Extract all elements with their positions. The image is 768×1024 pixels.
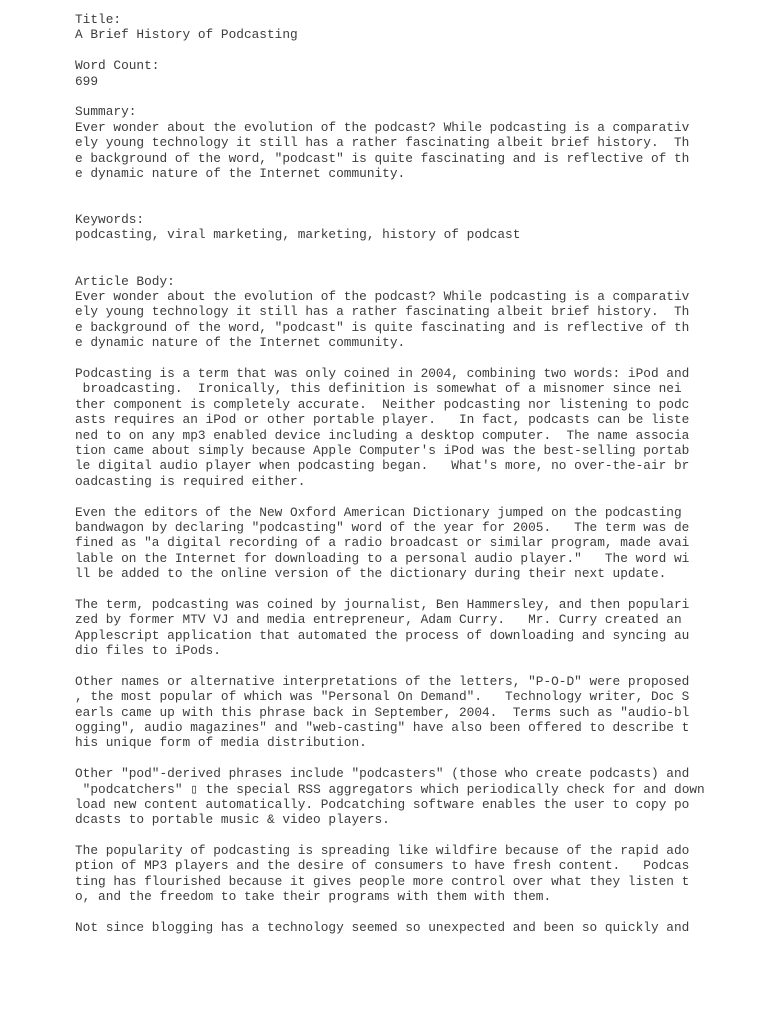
paragraph-line: load new content automatically. Podcatching software enables the user to copy po: [75, 796, 690, 812]
summary-line: e background of the word, "podcast" is quite fascinating and is reflective of th: [75, 150, 690, 166]
spacer: [75, 89, 755, 104]
paragraph: [75, 289, 755, 351]
spacer: [75, 258, 755, 273]
spacer: [75, 243, 755, 258]
paragraph-line: ogging", audio magazines" and "web-casting" have also been offered to describe t: [75, 719, 690, 735]
paragraph: [75, 920, 755, 935]
paragraph-line: o, and the freedom to take their programs with them with them.: [75, 889, 552, 905]
paragraph-line: his unique form of media distribution.: [75, 735, 367, 751]
paragraph-line: fined as "a digital recording of a radio broadcast or similar program, made avai: [75, 535, 690, 551]
paragraph: [75, 366, 755, 489]
paragraph-line: ther component is completely accurate. Neither podcasting nor listening to podc: [75, 396, 690, 412]
word-count-value: 699: [75, 73, 99, 89]
paragraph-line: earls came up with this phrase back in September, 2004. Terms such as "audio-bl: [75, 704, 690, 720]
paragraph-line: bandwagon by declaring "podcasting" word of the year for 2005. The term was de: [75, 519, 690, 535]
paragraph-line: ption of MP3 players and the desire of consumers to have fresh content. Podcas: [75, 858, 690, 874]
spacer: [75, 197, 755, 212]
paragraph-line: Applescript application that automated the process of downloading and syncing au: [75, 627, 690, 643]
spacer: [75, 658, 755, 673]
paragraph: [75, 597, 755, 659]
paragraph-line: Even the editors of the New Oxford American Dictionary jumped on the podcasting: [75, 504, 682, 520]
paragraph-line: le digital audio player when podcasting began. What's more, no over-the-air br: [75, 458, 690, 474]
paragraph-line: lable on the Internet for downloading to a personal audio player." The word wi: [75, 550, 690, 566]
paragraph-line: oadcasting is required either.: [75, 473, 306, 489]
paragraph-line: ll be added to the online version of the dictionary during their next update.: [75, 566, 667, 582]
spacer: [75, 489, 755, 504]
spacer: [75, 905, 755, 920]
paragraph-line: ting has flourished because it gives people more control over what they listen t: [75, 873, 690, 889]
paragraph-line: asts requires an iPod or other portable player. In fact, podcasts can be liste: [75, 412, 690, 428]
paragraph-line: Other names or alternative interpretations of the letters, "P-O-D" were proposed: [75, 673, 690, 689]
paragraph-line: Not since blogging has a technology seemed so unexpected and been so quickly and: [75, 920, 690, 936]
keywords-value: podcasting, viral marketing, marketing, history of podcast: [75, 227, 521, 243]
paragraph-line: The term, podcasting was coined by journalist, Ben Hammersley, and then populari: [75, 596, 690, 612]
article-body-label: Article Body:: [75, 273, 175, 289]
spacer: [75, 351, 755, 366]
paragraph-line: , the most popular of which was "Personal On Demand". Technology writer, Doc S: [75, 689, 690, 705]
paragraph: [75, 843, 755, 905]
paragraph-line: Podcasting is a term that was only coined in 2004, combining two words: iPod and: [75, 365, 690, 381]
summary-line: e dynamic nature of the Internet community.: [75, 165, 406, 181]
spacer: [75, 828, 755, 843]
paragraph: [75, 674, 755, 751]
spacer: [75, 43, 755, 58]
keywords-label: Keywords:: [75, 212, 145, 228]
document-title: A Brief History of Podcasting: [75, 27, 298, 43]
paragraph-line: e background of the word, "podcast" is quite fascinating and is reflective of th: [75, 319, 690, 335]
spacer: [75, 581, 755, 596]
paragraph-line: ely young technology it still has a rather fascinating albeit brief history. Th: [75, 304, 690, 320]
paragraph-line: e dynamic nature of the Internet community.: [75, 335, 406, 351]
paragraph-line: The popularity of podcasting is spreading like wildfire because of the rapid ado: [75, 843, 690, 859]
paragraph-line: "podcatchers" ▯ the special RSS aggregators which periodically check for and down: [75, 781, 705, 797]
title-label: Title:: [75, 12, 122, 27]
summary-label: Summary:: [75, 104, 137, 120]
paragraph: [75, 505, 755, 582]
spacer: [75, 751, 755, 766]
paragraph-line: dcasts to portable music & video players.: [75, 812, 390, 828]
paragraph-line: Ever wonder about the evolution of the podcast? While podcasting is a comparativ: [75, 289, 690, 305]
paragraph-line: tion came about simply because Apple Computer's iPod was the best-selling portab: [75, 442, 690, 458]
paragraph: [75, 766, 755, 828]
paragraph-line: broadcasting. Ironically, this definition is somewhat of a misnomer since nei: [75, 381, 682, 397]
summary-line: ely young technology it still has a rather fascinating albeit brief history. Th: [75, 135, 690, 151]
paragraph-line: ned to on any mp3 enabled device including a desktop computer. The name associa: [75, 427, 690, 443]
word-count-label: Word Count:: [75, 58, 160, 74]
summary-line: Ever wonder about the evolution of the podcast? While podcasting is a comparativ: [75, 119, 690, 135]
spacer: [75, 181, 755, 196]
document-page: [75, 12, 755, 935]
paragraph-line: zed by former MTV VJ and media entrepreneur, Adam Curry. Mr. Curry created an: [75, 612, 682, 628]
paragraph-line: Other "pod"-derived phrases include "podcasters" (those who create podcasts) and: [75, 766, 690, 782]
paragraph-line: dio files to iPods.: [75, 643, 221, 659]
